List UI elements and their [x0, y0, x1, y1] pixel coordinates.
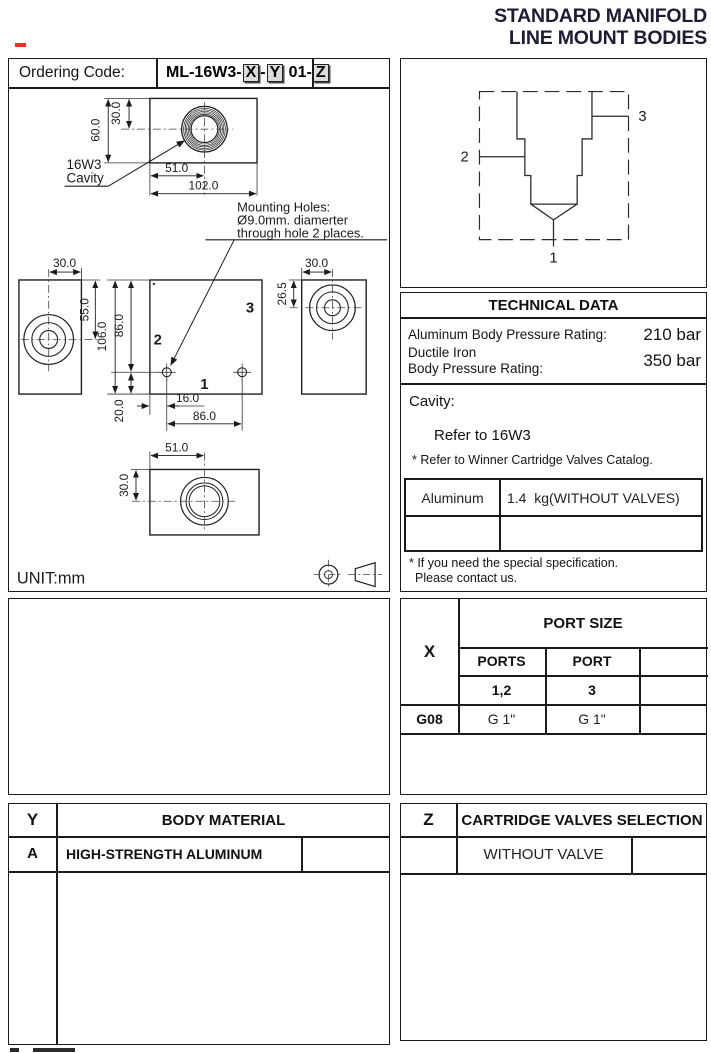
- dim-20: 20.0: [112, 399, 127, 423]
- cavity-schematic: [401, 59, 705, 286]
- ductile-label-line2: Body Pressure Rating:: [408, 361, 544, 376]
- mounting-note-line1: Mounting Holes:: [237, 199, 331, 215]
- port-size-title: PORT SIZE: [543, 614, 623, 632]
- ordering-code-value: [166, 59, 330, 87]
- mounting-note-line3: through hole 2 places.: [237, 225, 364, 241]
- grid-line: [631, 836, 633, 873]
- port-size-x-header: X: [423, 641, 436, 661]
- cavity-label-line2: Cavity: [66, 170, 104, 186]
- grid-line: [401, 733, 706, 735]
- page-title-line2: LINE MOUNT BODIES: [508, 27, 707, 49]
- body-material-title: BODY MATERIAL: [161, 811, 286, 829]
- top-view-drawing: [65, 98, 257, 195]
- body-material-y-header: Y: [26, 810, 39, 829]
- code-prefix: ML-16W3-: [166, 64, 242, 81]
- body-material-table: [8, 803, 390, 1045]
- mounting-note-line2: Ø9.0mm. diamerter: [237, 212, 349, 228]
- cavity-section-label: Cavity:: [409, 393, 455, 410]
- centerlines: [132, 453, 237, 532]
- code-x-box: X: [243, 64, 260, 82]
- dim-60: 60.0: [88, 118, 103, 142]
- dimension-lines: [136, 456, 203, 501]
- left-side-view-drawing: [19, 256, 100, 394]
- ductile-rating-value: 350 bar: [643, 351, 701, 370]
- code-z-box: Z: [313, 64, 329, 82]
- page-title-line1: STANDARD MANIFOLD: [494, 5, 707, 27]
- port-size-value: G 1": [578, 710, 606, 727]
- technical-data-title: TECHNICAL DATA: [401, 293, 706, 319]
- extension-lines: [107, 280, 242, 431]
- dim-51: 51.0: [165, 440, 189, 455]
- ordering-code-box: [8, 58, 390, 88]
- cartridge-title: CARTRIDGE VALVES SELECTION: [461, 811, 703, 829]
- special-spec-note-line2: Please contact us.: [415, 571, 518, 585]
- footer-fragment: [33, 1048, 75, 1052]
- ports-numbers: 1,2: [491, 681, 512, 698]
- page-title: [494, 5, 707, 49]
- cartridge-z-header: Z: [423, 810, 434, 829]
- pressure-rating-row-ductile: [408, 345, 701, 377]
- port-header: PORT: [572, 653, 612, 669]
- body-material-value: HIGH-STRENGTH ALUMINUM: [66, 845, 263, 862]
- code-mid: 01-: [284, 64, 312, 81]
- third-angle-projection-icon: [314, 560, 382, 590]
- cavity-catalog-note: * Refer to Winner Cartridge Valves Catalog.: [412, 453, 653, 467]
- grid-line: [9, 871, 389, 873]
- right-view-outline: [302, 280, 366, 394]
- aluminum-rating-value: 210 bar: [643, 325, 701, 344]
- pressure-rating-row-aluminum: [408, 325, 701, 345]
- dim-30: 30.0: [52, 256, 77, 271]
- code-sep: -: [260, 64, 266, 81]
- weight-table: [404, 478, 703, 552]
- ports-header: PORTS: [477, 653, 526, 669]
- ordering-code-label: Ordering Code:: [19, 64, 125, 81]
- code-y-box: Y: [267, 64, 284, 82]
- special-spec-note: [409, 556, 618, 586]
- corner-dot: [153, 283, 155, 285]
- extension-lines: [104, 98, 257, 195]
- body-material-code-a: A: [27, 845, 38, 862]
- grid-line: [301, 836, 303, 871]
- grid-line: [401, 873, 706, 875]
- cartridge-value: WITHOUT VALVE: [483, 846, 604, 863]
- empty-panel: [8, 598, 390, 795]
- weight-value-cell: 1.4 kg(WITHOUT VALVES): [507, 489, 680, 506]
- dim-26-5: 26.5: [274, 282, 289, 306]
- dimension-drawings-box: [8, 88, 390, 592]
- left-view-outline: [19, 280, 82, 394]
- port-1-label: 1: [200, 377, 209, 394]
- dim-86: 86.0: [112, 314, 127, 338]
- extension-lines: [289, 268, 302, 280]
- schematic-port-1-label: 1: [549, 250, 558, 267]
- cartridge-valves-table: [400, 803, 707, 1041]
- schematic-port-3-label: 3: [638, 109, 647, 126]
- cavity-label-line1: 16W3: [66, 156, 102, 172]
- technical-data-box: [400, 292, 707, 592]
- dim-30: 30.0: [117, 473, 132, 497]
- aluminum-rating-label: Aluminum Body Pressure Rating:: [408, 327, 607, 342]
- grid-line: [639, 647, 641, 733]
- extension-lines: [81, 268, 100, 280]
- port-3-label: 3: [245, 300, 255, 317]
- right-side-view-drawing: [275, 256, 366, 394]
- dimension-drawings: [9, 89, 388, 590]
- port-code-g08: G08: [416, 710, 443, 727]
- front-view-drawing: [95, 280, 262, 431]
- extension-lines: [131, 452, 150, 470]
- body-boundary-dashed: [479, 92, 628, 240]
- divider: [156, 59, 158, 87]
- ductile-rating-label: [408, 345, 543, 377]
- ports-size-value: G 1": [487, 710, 516, 727]
- cavity-reference: Refer to 16W3: [434, 427, 531, 444]
- dim-102: 102.0: [188, 178, 219, 193]
- schematic-port-2-label: 2: [460, 149, 469, 166]
- port-2-label: 2: [153, 332, 162, 349]
- divider: [312, 59, 314, 87]
- footer-fragment: [10, 1048, 19, 1052]
- port-size-table: [400, 598, 707, 795]
- ductile-label-line1: Ductile Iron: [408, 345, 477, 360]
- dim-16: 16.0: [176, 391, 200, 406]
- unit-label: UNIT:mm: [16, 569, 86, 588]
- logo-fragment: [15, 43, 26, 47]
- divider: [401, 383, 706, 385]
- mounting-holes-leader-arrow: [171, 240, 234, 366]
- special-spec-note-line1: * If you need the special specification.: [409, 556, 619, 570]
- cartridge-profile: [479, 92, 628, 247]
- divider: [406, 515, 701, 517]
- dim-55: 55.0: [77, 298, 92, 322]
- bottom-view-drawing: [117, 441, 259, 535]
- dim-51: 51.0: [165, 160, 189, 175]
- dimension-lines: [294, 272, 332, 307]
- dim-30: 30.0: [304, 256, 329, 271]
- dim-30: 30.0: [109, 101, 124, 125]
- dim-86-bottom: 86.0: [192, 408, 217, 423]
- dim-106: 106.0: [95, 321, 110, 352]
- cavity-schematic-box: [400, 58, 707, 288]
- weight-material-cell: Aluminum: [421, 489, 484, 506]
- port-number: 3: [588, 681, 596, 698]
- dimension-lines: [108, 99, 256, 193]
